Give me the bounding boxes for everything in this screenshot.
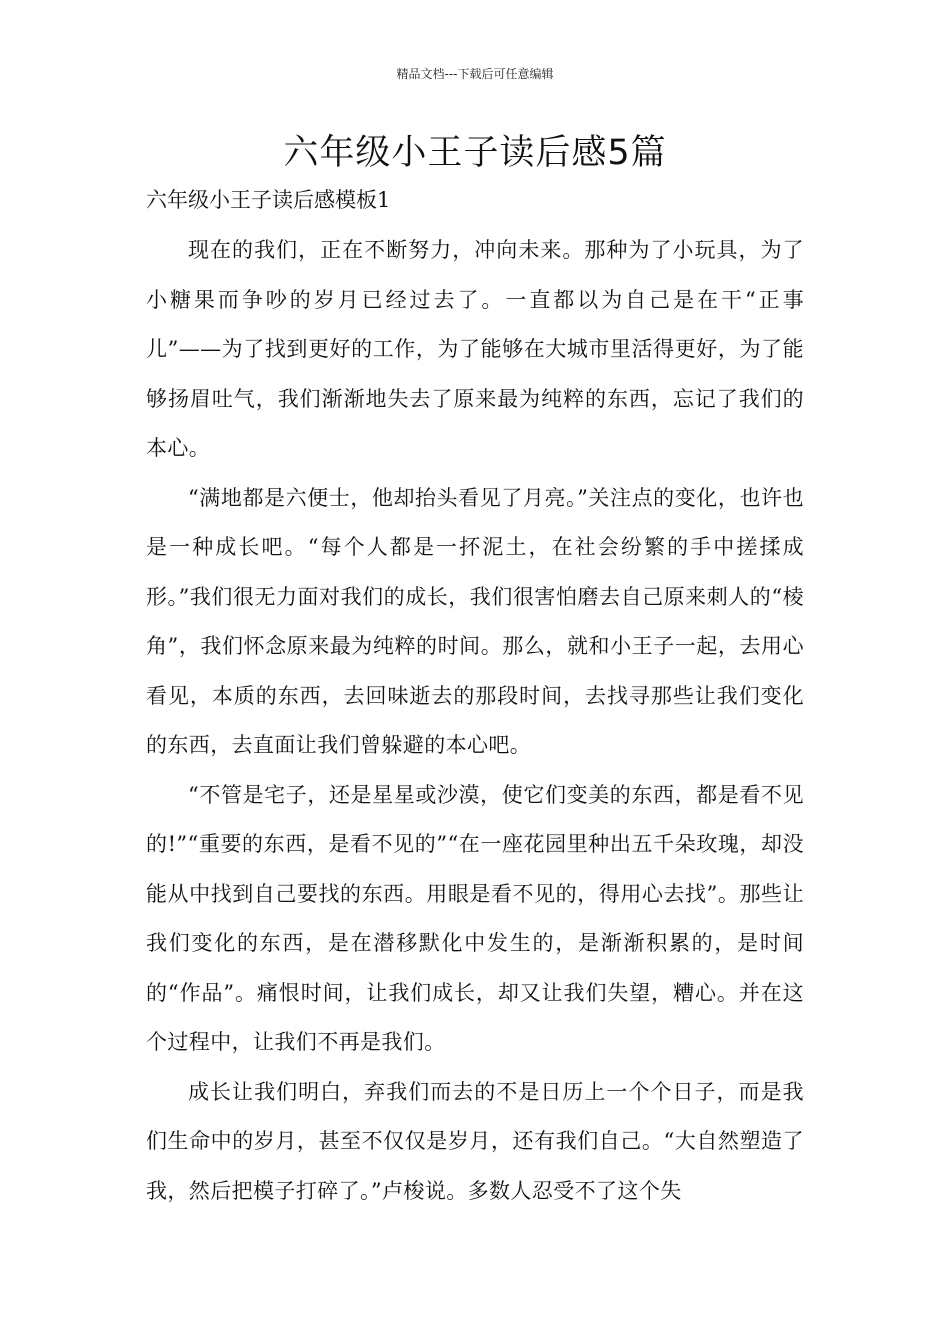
paragraph-1: 现在的我们，正在不断努力，冲向未来。那种为了小玩具，为了小糖果而争吵的岁月已经过去了。一直都以为自己是在干“正事儿”——为了找到更好的工作，为了能够在大城市里活得更好，为了能够扬眉吐气，我们渐渐地失去了原来最为纯粹的东西，忘记了我们的本心。: [146, 238, 804, 460]
body-text: [146, 226, 804, 1216]
section-subtitle: 六年级小王子读后感模板1: [146, 188, 391, 212]
header-note: 精品文档---下载后可任意编辑: [396, 67, 554, 81]
paragraph-4: 成长让我们明白，弃我们而去的不是日历上一个个日子，而是我们生命中的岁月，甚至不仅仅是岁月，还有我们自己。“大自然塑造了我，然后把模子打碎了。”卢梭说。多数人忍受不了这个失: [146, 1079, 804, 1203]
paragraph-3: “不管是宅子，还是星星或沙漠，使它们变美的东西，都是看不见的!”“重要的东西，是看不见的”“在一座花园里种出五千朵玫瑰，却没能从中找到自己要找的东西。用眼是看不见的，得用心去找”。那些让我们变化的东西，是在潜移默化中发生的，是渐渐积累的，是时间的“作品”。痛恨时间，让我们成长，却又让我们失望，糟心。并在这个过程中，让我们不再是我们。: [146, 782, 804, 1054]
paragraph-2: “满地都是六便士，他却抬头看见了月亮。”关注点的变化，也许也是一种成长吧。“每个人都是一抔泥土，在社会纷繁的手中搓揉成形。”我们很无力面对我们的成长，我们很害怕磨去自己原来刺人的“棱角”，我们怀念原来最为纯粹的时间。那么，就和小王子一起，去用心看见，本质的东西，去回味逝去的那段时间，去找寻那些让我们变化的东西，去直面让我们曾躲避的本心吧。: [146, 485, 804, 757]
page-title: 六年级小王子读后感5篇: [283, 133, 667, 173]
